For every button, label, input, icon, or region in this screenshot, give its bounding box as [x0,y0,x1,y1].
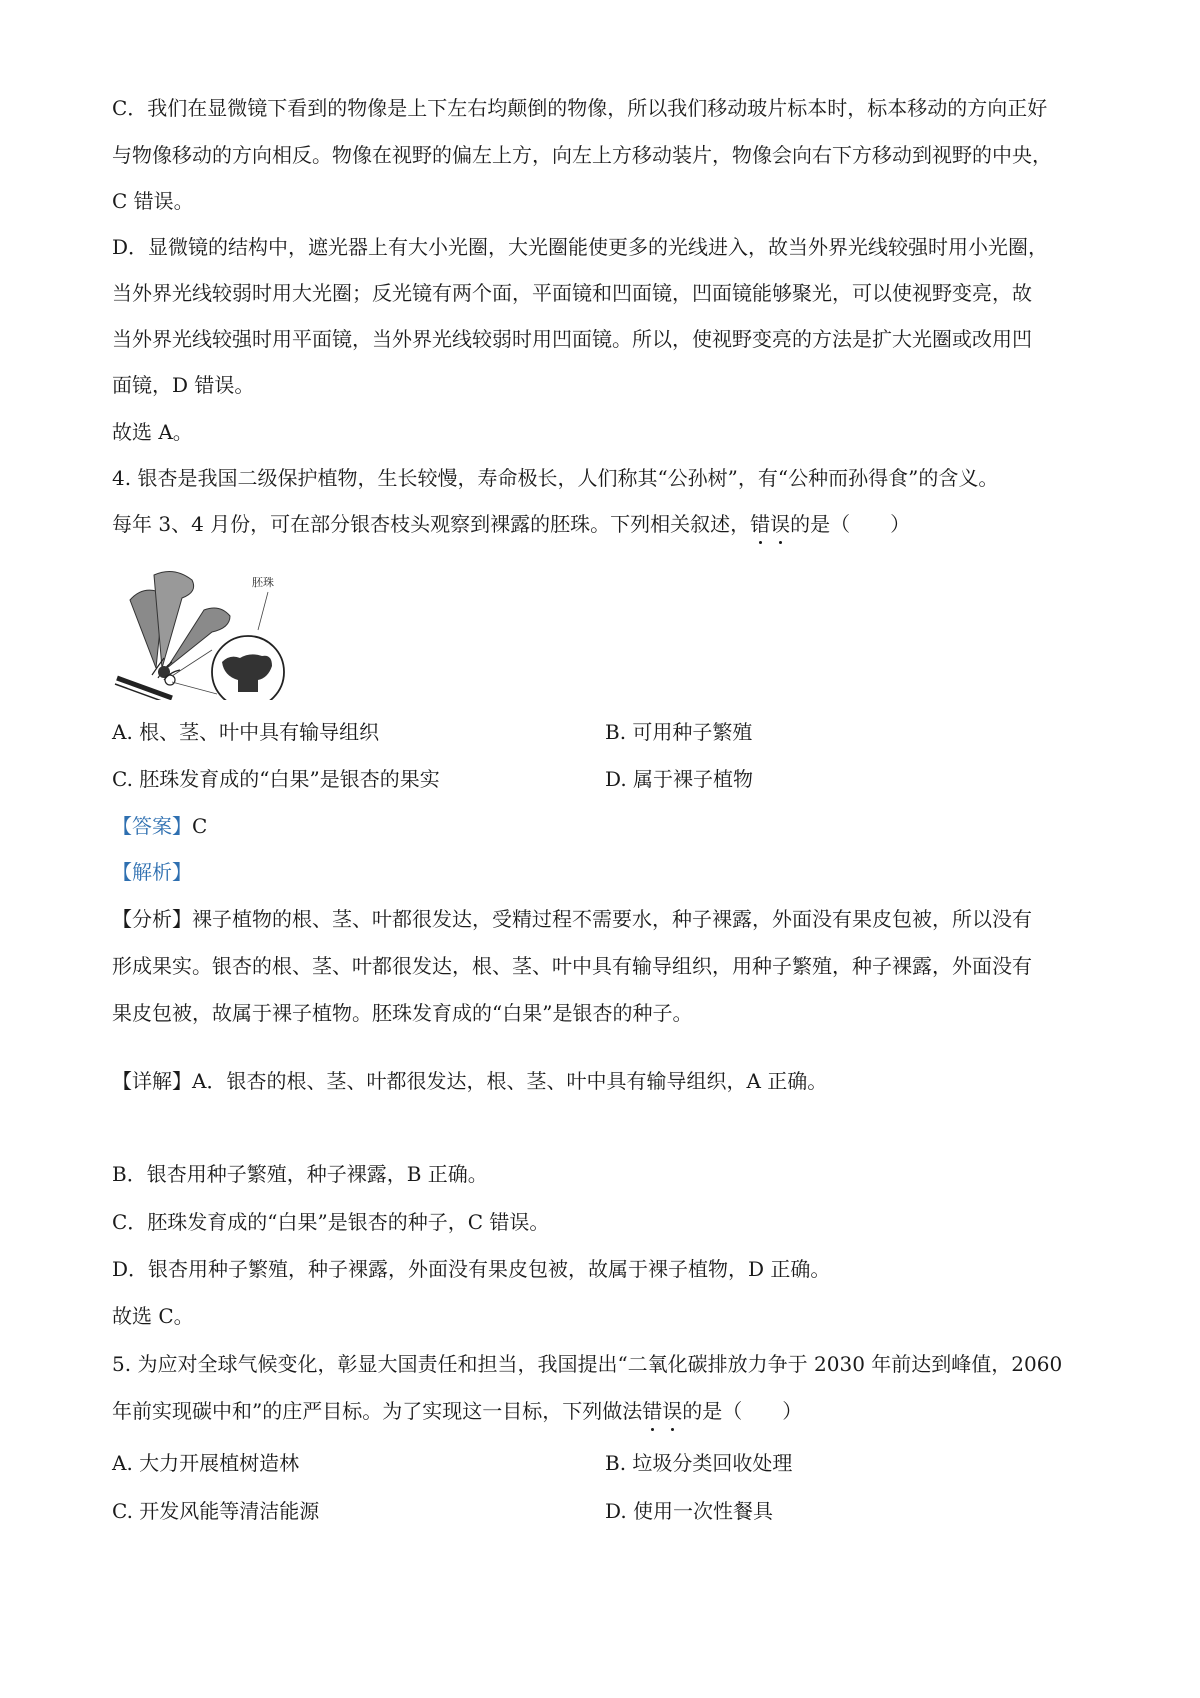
q5-option-a: A. 大力开展植树造林 [112,1451,300,1475]
q3-option-c-line-2: 与物像移动的方向相反。物像在视野的偏左上方，向左上方移动装片，物像会向右下方移动到视野的中央， [112,143,1052,167]
q4-fenxi-line-2: 形成果实。银杏的根、茎、叶都很发达，根、茎、叶中具有输导组织，用种子繁殖，种子裸露，外面没有 [112,954,1032,978]
q4-fenxi-line-1: 【分析】裸子植物的根、茎、叶都很发达，受精过程不需要水，种子裸露，外面没有果皮包被，所以没有 [112,907,1032,931]
q4-stem-tail: 的是（ ） [790,512,911,536]
q4-fenxi-line-3: 果皮包被，故属于裸子植物。胚珠发育成的“白果”是银杏的种子。 [112,1001,693,1025]
q4-stem-line-2 [112,510,910,538]
q4-detail-b: B．银杏用种子繁殖，种子裸露，B 正确。 [112,1162,488,1186]
ginkgo-ovule-ring [165,675,175,685]
q5-stem-line-2 [112,1397,802,1425]
q4-detail-c: C．胚珠发育成的“白果”是银杏的种子，C 错误。 [112,1210,550,1234]
q4-conclusion: 故选 C。 [112,1304,194,1328]
ginkgo-ovule-figure [112,570,292,700]
answer-value: C [192,814,208,838]
label-pointer [258,592,268,630]
answer-tag: 【答案】 [112,814,192,838]
q5-option-b: B. 垃圾分类回收处理 [605,1451,793,1475]
q5-option-c: C. 开发风能等清洁能源 [112,1499,320,1523]
q5-option-d: D. 使用一次性餐具 [605,1499,774,1523]
q4-option-c: C. 胚珠发育成的“白果”是银杏的果实 [112,767,440,791]
q5-emphasis-char-1: 错 [642,1399,663,1423]
ginkgo-leaf-top [154,571,194,668]
q3-option-d-line-2: 当外界光线较弱时用大光圈；反光镜有两个面，平面镜和凹面镜，凹面镜能够聚光，可以使视野变亮，故 [112,281,1032,305]
q4-emphasis-char-2: 误 [770,512,791,536]
q3-option-d-line-4: 面镜，D 错误。 [112,373,255,397]
q3-option-c-line-3: C 错误。 [112,189,194,213]
q4-emphasis-char-1: 错 [750,512,771,536]
q4-options-row-1 [112,718,379,746]
q4-stem-text: 每年 3、4 月份，可在部分银杏枝头观察到裸露的胚珠。下列相关叙述， [112,512,751,536]
q5-stem-line-1: 5. 为应对全球气候变化，彰显大国责任和担当，我国提出“二氧化碳排放力争于 2030 年前达到峰值，2060 [112,1352,1063,1376]
q5-stem-text: 年前实现碳中和”的庄严目标。为了实现这一目标，下列做法 [112,1399,643,1423]
q4-stem-line-1: 4. 银杏是我国二级保护植物，生长较慢，寿命极长，人们称其“公孙树”，有“公种而孙得食”的含义。 [112,466,999,490]
q4-answer [112,812,207,840]
q3-conclusion: 故选 A。 [112,420,193,444]
q5-emphasis-char-2: 误 [662,1399,683,1423]
q4-option-d: D. 属于裸子植物 [605,767,754,791]
q3-option-c-line-1: C．我们在显微镜下看到的物像是上下左右均颠倒的物像，所以我们移动玻片标本时，标本移动的方向正好 [112,96,1048,120]
analysis-tag: 【解析】 [112,860,192,884]
q4-option-a: A. 根、茎、叶中具有输导组织 [112,720,380,744]
figure-label-ovule: 胚珠 [252,576,274,589]
zoom-line-bottom [172,682,217,694]
q3-option-d-line-3: 当外界光线较强时用平面镜，当外界光线较弱时用凹面镜。所以，使视野变亮的方法是扩大光圈或改用凹 [112,327,1032,351]
q4-detail-line-1: 【详解】A．银杏的根、茎、叶都很发达，根、茎、叶中具有输导组织，A 正确。 [112,1069,828,1093]
q5-stem-tail: 的是（ ） [682,1399,803,1423]
q4-option-b: B. 可用种子繁殖 [605,720,753,744]
q4-detail-d: D．银杏用种子繁殖，种子裸露，外面没有果皮包被，故属于裸子植物，D 正确。 [112,1257,831,1281]
q3-option-d-line-1: D．显微镜的结构中，遮光器上有大小光圈，大光圈能使更多的光线进入，故当外界光线较强时用小光圈， [112,235,1049,259]
ginkgo-ovule-cluster [158,666,170,678]
